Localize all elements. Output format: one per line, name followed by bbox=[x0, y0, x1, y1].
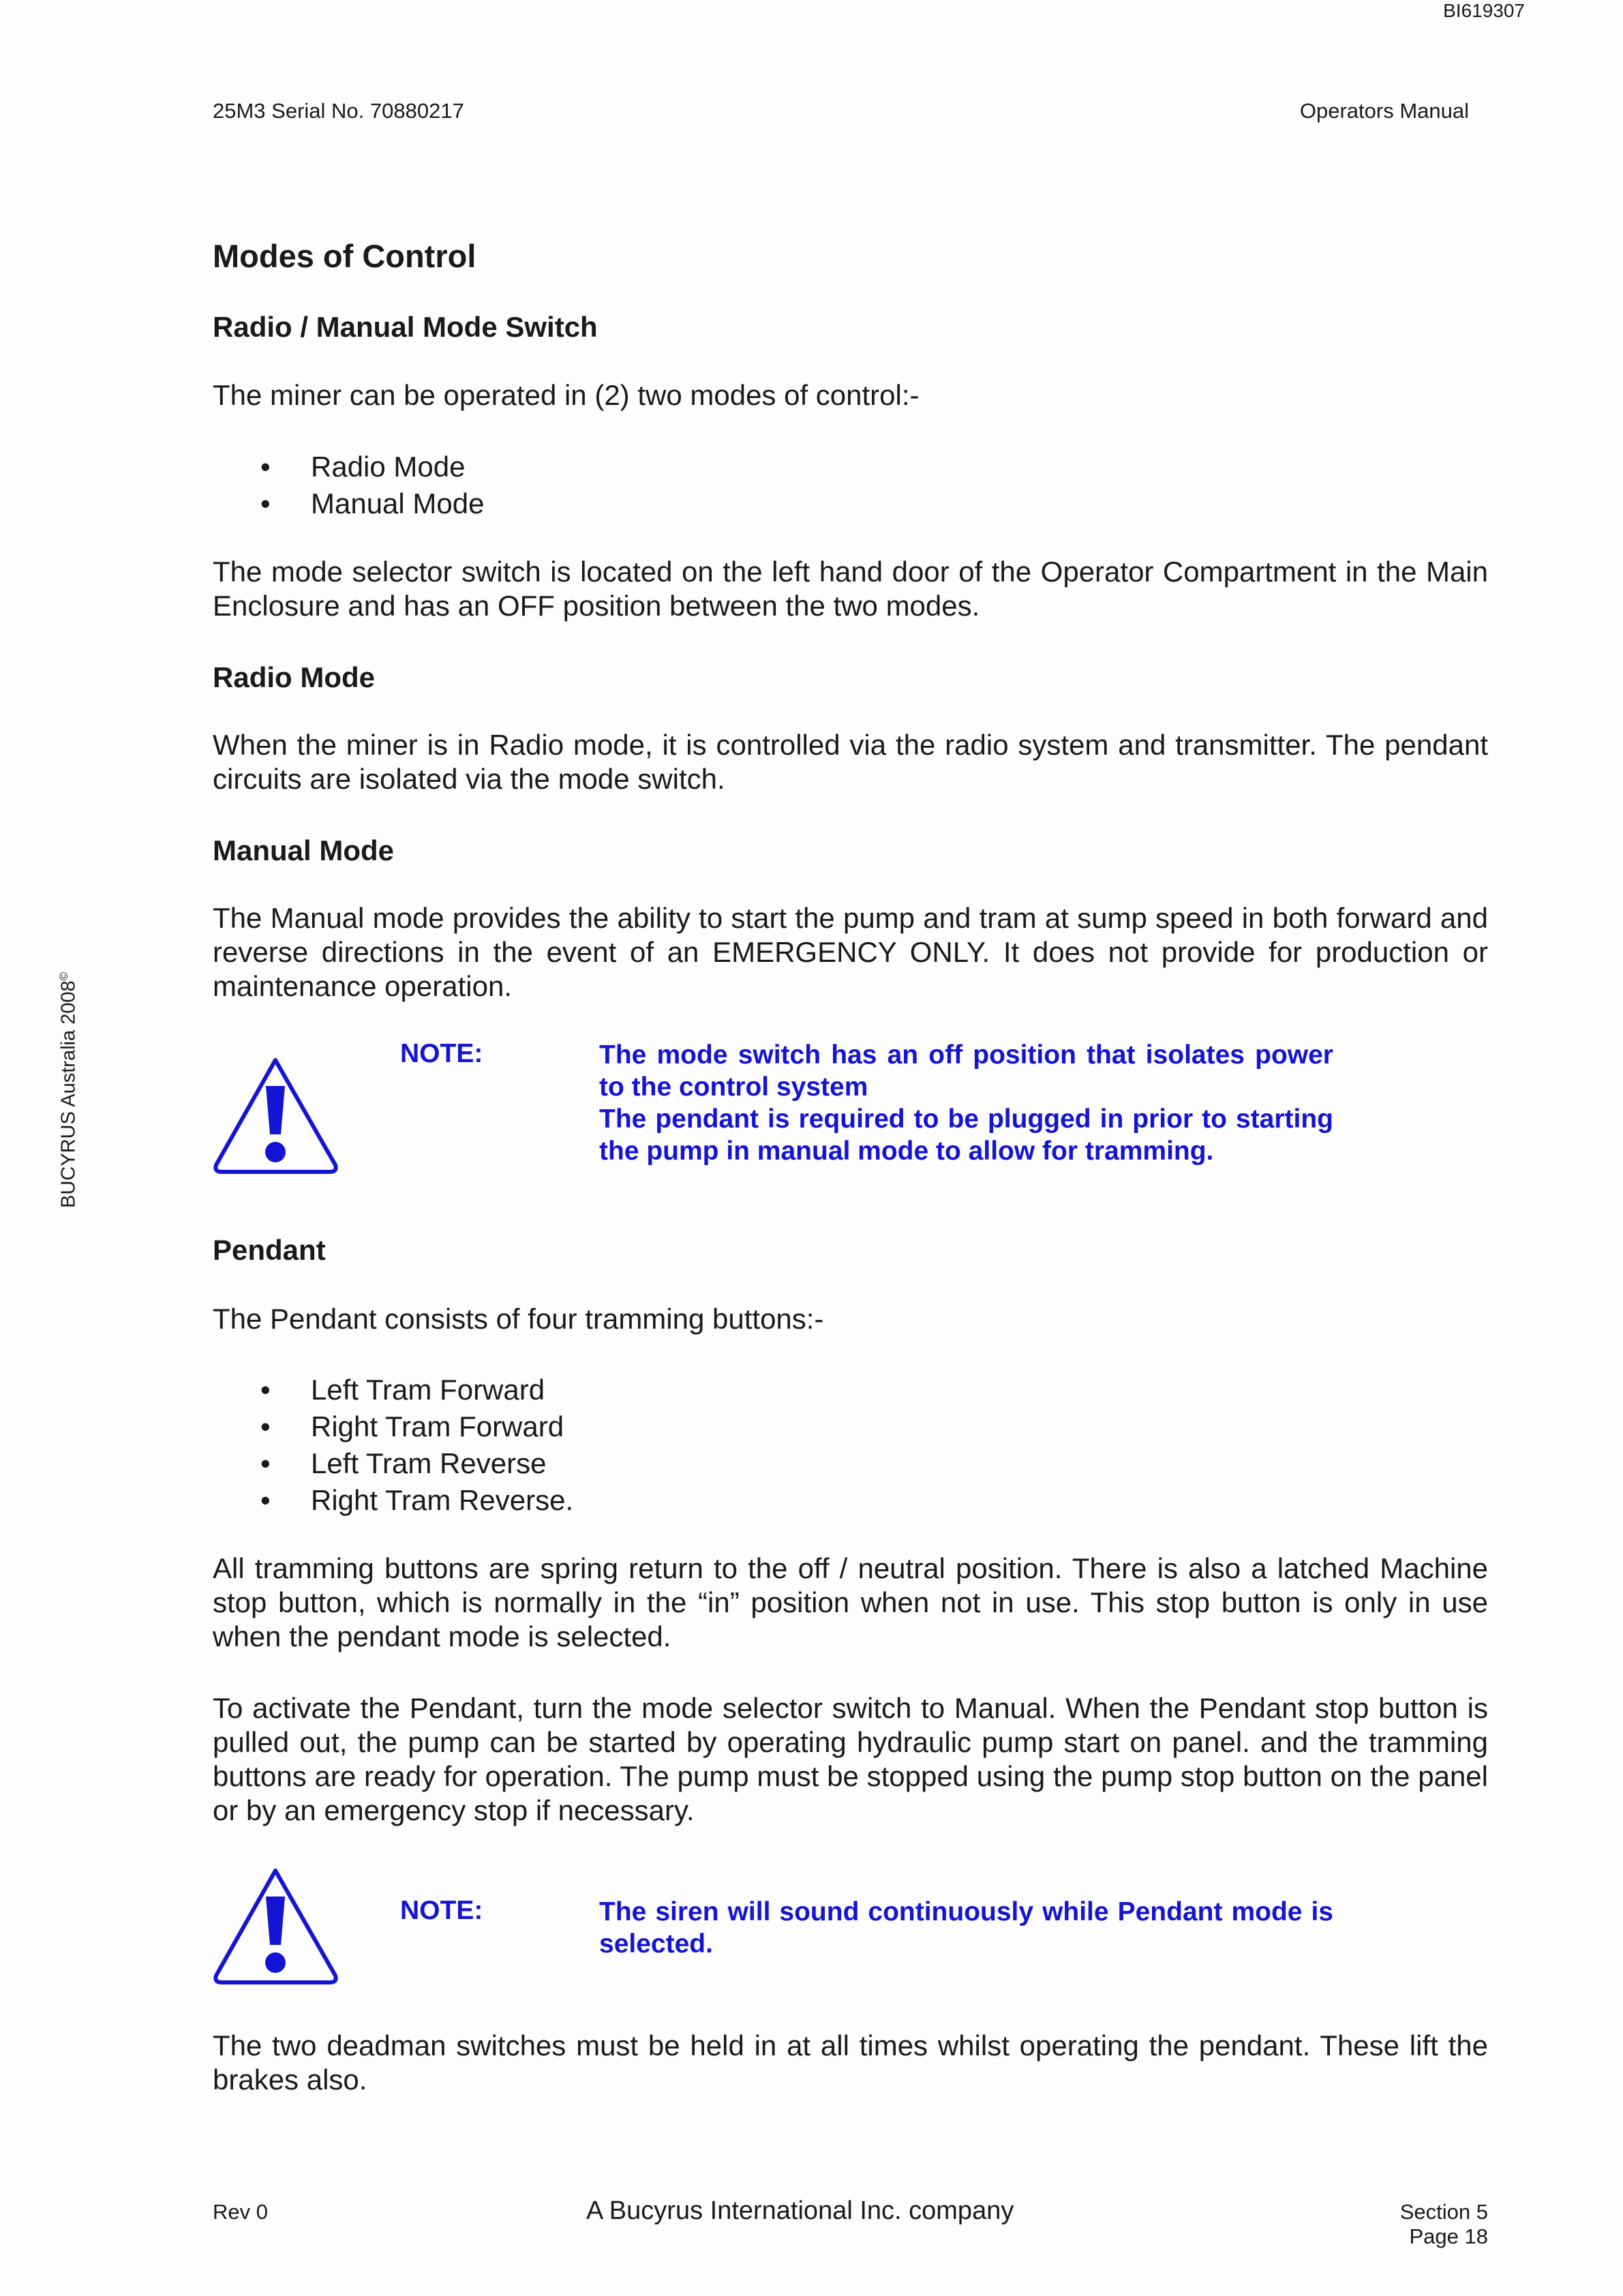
tram-buttons-list bbox=[213, 1372, 573, 1519]
side-copyright bbox=[57, 972, 80, 1208]
list-item: • Left Tram Reverse bbox=[213, 1445, 573, 1482]
list-item: • Left Tram Forward bbox=[213, 1372, 573, 1408]
header-serial: 25M3 Serial No. 70880217 bbox=[213, 99, 464, 123]
mode-switch-intro: The miner can be operated in (2) two modes of control:- bbox=[213, 379, 920, 411]
heading-manual-mode: Manual Mode bbox=[213, 834, 395, 866]
heading-mode-switch: Radio / Manual Mode Switch bbox=[213, 311, 598, 343]
pendant-intro: The Pendant consists of four tramming buttons:- bbox=[213, 1303, 824, 1335]
note-label: NOTE: bbox=[400, 1039, 483, 1068]
manual-mode-paragraph: The Manual mode provides the ability to start the pump and tram at sump speed in both forward and reverse directions in the event of an EMERGENCY ONLY. It does not provide for production or maintenance operation. bbox=[213, 902, 1488, 1002]
tramming-buttons-paragraph: All tramming buttons are spring return to the off / neutral position. There is also a latched Machine stop button, which is normally in the “in” position when not in use. This stop button is only in use when the pendant mode is selected. bbox=[213, 1552, 1488, 1652]
side-copyright-text: BUCYRUS Australia 2008 bbox=[57, 980, 80, 1208]
footer-company: A Bucyrus International Inc. company bbox=[586, 2196, 1014, 2225]
note-label: NOTE: bbox=[400, 1896, 483, 1925]
mode-switch-paragraph: The mode selector switch is located on the left hand door of the Operator Compartment in the Main Enclosure and has an OFF position between the two modes. bbox=[213, 556, 1488, 622]
warning-icon bbox=[213, 1867, 339, 1986]
deadman-paragraph: The two deadman switches must be held in at all times whilst operating the pendant. These lift the brakes also. bbox=[213, 2029, 1488, 2096]
note-text: The mode switch has an off position that isolates power to the control system bbox=[599, 1040, 1333, 1102]
list-item: • Manual Mode bbox=[213, 485, 484, 522]
activate-pendant-paragraph: To activate the Pendant, turn the mode selector switch to Manual. When the Pendant stop button is pulled out, the pump can be started by operating hydraulic pump start on panel. and the tramming buttons are ready for operation. The pump must be stopped using the pump stop button on the panel or by an emergency stop if necessary. bbox=[213, 1692, 1488, 1826]
list-item: • Right Tram Reverse. bbox=[213, 1482, 573, 1519]
heading-pendant: Pendant bbox=[213, 1234, 326, 1266]
page-title: Modes of Control bbox=[213, 238, 476, 274]
copyright-symbol: © bbox=[57, 971, 70, 981]
footer-revision: Rev 0 bbox=[213, 2200, 268, 2224]
radio-mode-paragraph: When the miner is in Radio mode, it is controlled via the radio system and transmitter. The pendant circuits are isolated via the mode switch. bbox=[213, 729, 1488, 795]
footer-page-number: Page 18 bbox=[1409, 2224, 1488, 2248]
note-text: The pendant is required to be plugged in prior to starting the pump in manual mode to allow for tramming. bbox=[599, 1104, 1333, 1166]
footer-section: Section 5 bbox=[1399, 2200, 1488, 2224]
list-item: • Right Tram Forward bbox=[213, 1408, 573, 1445]
warning-icon bbox=[213, 1056, 339, 1175]
modes-list bbox=[213, 449, 484, 522]
heading-radio-mode: Radio Mode bbox=[213, 661, 375, 693]
document-id: BI619307 bbox=[1443, 0, 1525, 21]
list-item: • Radio Mode bbox=[213, 449, 484, 485]
note-text: The siren will sound continuously while Pendant mode is selected. bbox=[599, 1897, 1333, 1959]
header-manual-title: Operators Manual bbox=[1299, 99, 1469, 123]
